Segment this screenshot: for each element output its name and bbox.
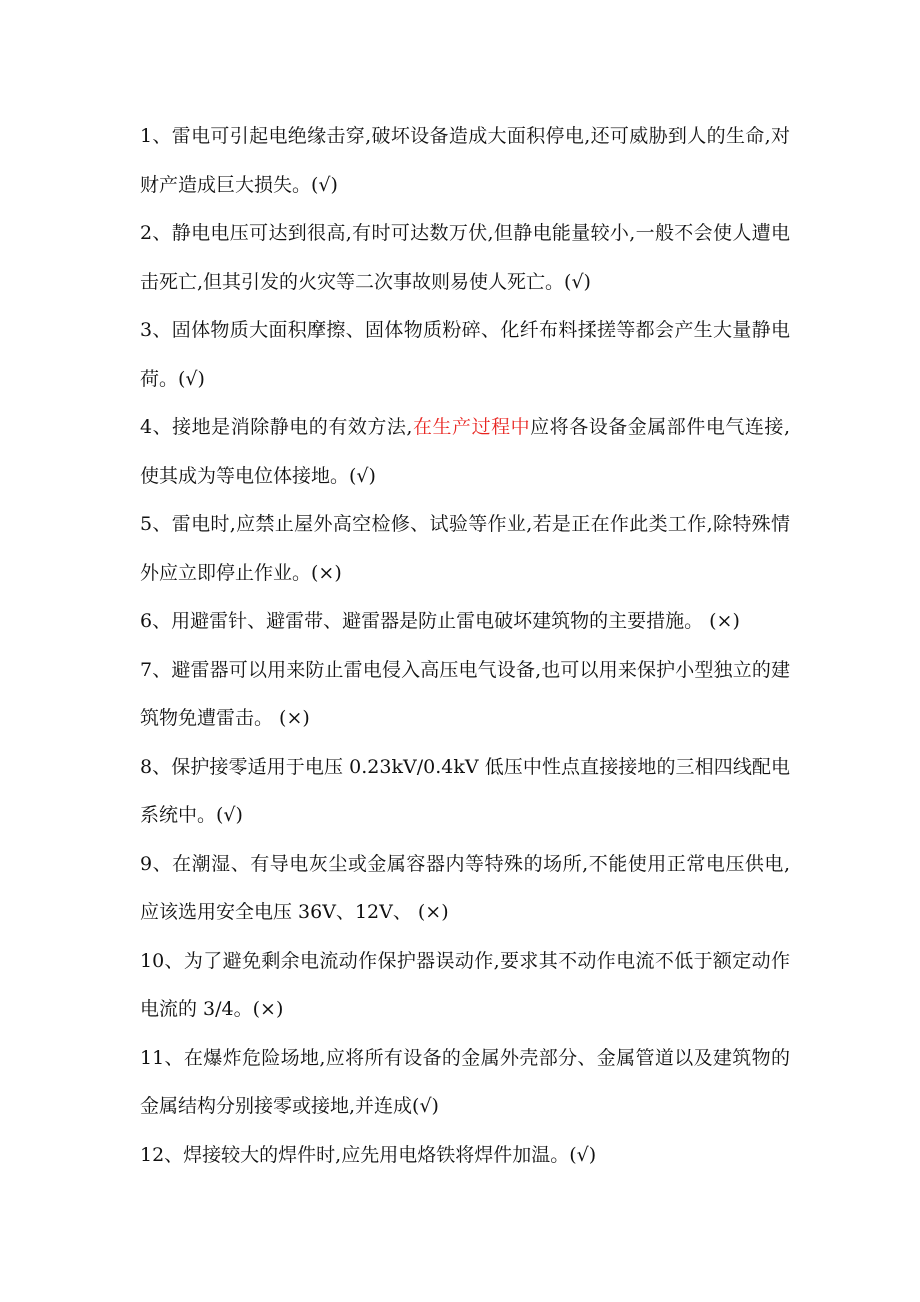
question-item-5: 5、雷电时,应禁止屋外高空检修、试验等作业,若是正在作此类工作,除特殊情外应立即停止作业。(×) xyxy=(140,513,790,584)
question-item-4-before: 4、接地是消除静电的有效方法, xyxy=(140,416,413,438)
question-item-1: 1、雷电可引起电绝缘击穿,破坏设备造成大面积停电,还可威胁到人的生命,对财产造成巨大损失。(√) xyxy=(140,125,790,196)
question-item-10: 10、为了避免剩余电流动作保护器误动作,要求其不动作电流不低于额定动作电流的 3/4。(×) xyxy=(140,949,790,1020)
question-item-12: 12、焊接较大的焊件时,应先用电烙铁将焊件加温。(√) xyxy=(140,1143,597,1166)
question-item-11: 11、在爆炸危险场地,应将所有设备的金属外壳部分、金属管道以及建筑物的金属结构分别接零或接地,并连成(√) xyxy=(140,1046,790,1117)
question-item-2: 2、静电电压可达到很高,有时可达数万伏,但静电能量较小,一般不会使人遭电击死亡,但其引发的火灾等二次事故则易使人死亡。(√) xyxy=(140,222,790,293)
question-item-6: 6、用避雷针、避雷带、避雷器是防止雷电破坏建筑物的主要措施。 (×) xyxy=(140,610,740,632)
question-item-8: 8、保护接零适用于电压 0.23kV/0.4kV 低压中性点直接接地的三相四线配电系统中。(√) xyxy=(140,755,790,826)
question-item-9: 9、在潮湿、有导电灰尘或金属容器内等特殊的场所,不能使用正常电压供电,应该选用安全电压 36V、12V、 (×) xyxy=(140,852,790,923)
question-item-7: 7、避雷器可以用来防止雷电侵入高压电气设备,也可以用来保护小型独立的建筑物免遭雷击。 (×) xyxy=(140,658,790,729)
question-item-3: 3、固体物质大面积摩擦、固体物质粉碎、化纤布料揉搓等都会产生大量静电荷。(√) xyxy=(140,319,790,390)
highlighted-phrase: 在生产过程中 xyxy=(412,416,531,438)
question-item-4-after: 应将各设备金属部件电气连接,使其成为等电位体接地。(√) xyxy=(140,416,790,487)
question-item-4 xyxy=(140,403,790,500)
question-list xyxy=(140,112,790,1179)
